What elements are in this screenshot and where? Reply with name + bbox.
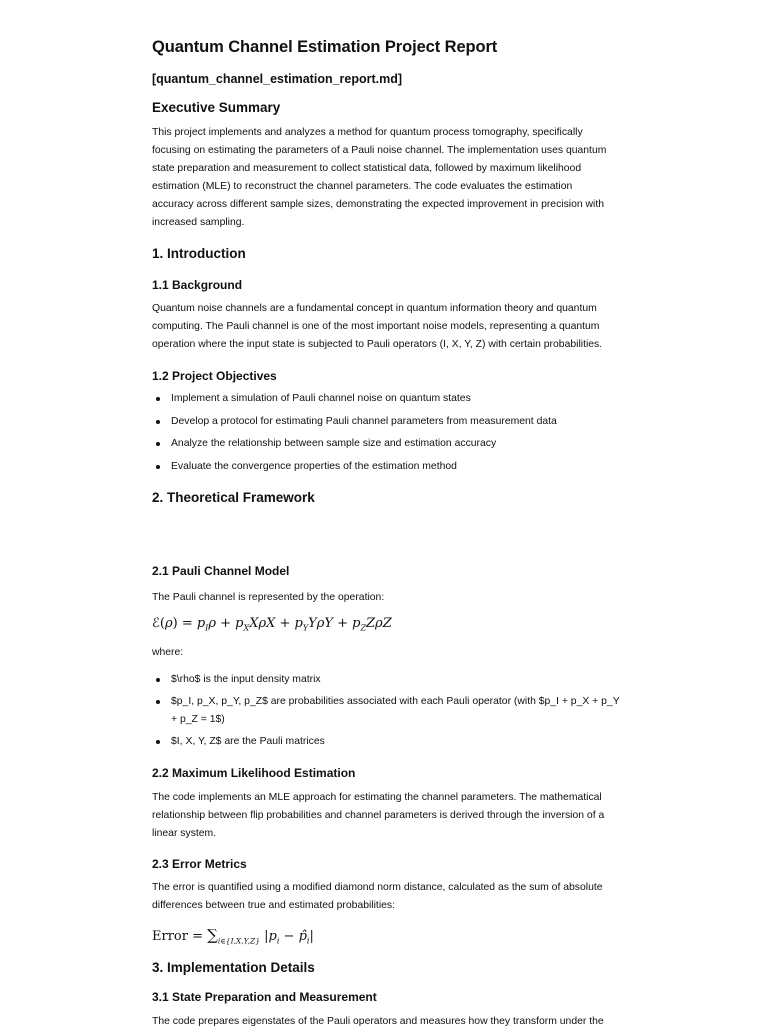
list-item <box>152 671 622 689</box>
error-paragraph <box>152 879 622 915</box>
text-line: $p_I, p_X, p_Y, p_Z$ are probabilities associated with each Pauli operator (with $p_I + p_X + p_Y <box>171 696 620 707</box>
list-item: Develop a protocol for estimating Pauli channel parameters from measurement data <box>152 413 622 431</box>
heading-theoretical-framework: 2. Theoretical Framework <box>152 490 315 505</box>
list-item: Implement a simulation of Pauli channel noise on quantum states <box>152 390 622 408</box>
heading-error-metrics: 2.3 Error Metrics <box>152 857 247 871</box>
list-item: Evaluate the convergence properties of the estimation method <box>152 458 622 476</box>
where-label: where: <box>152 647 184 658</box>
heading-pauli-channel-model: 2.1 Pauli Channel Model <box>152 564 290 578</box>
text-line: increased sampling. <box>152 217 245 228</box>
heading-background: 1.1 Background <box>152 278 243 292</box>
list-item <box>152 693 622 729</box>
text-line: relationship between flip probabilities and channel parameters is derived through the inversion of a <box>152 810 605 821</box>
heading-introduction: 1. Introduction <box>152 246 246 261</box>
error-formula: Error = $\sum_{i\in\{I,X,Y,Z\}}$ $|p_i$ − $p̂_i|$ <box>152 926 314 946</box>
heading-objectives: 1.2 Project Objectives <box>152 369 277 383</box>
text-line: Quantum noise channels are a fundamental concept in quantum information theory and quantum <box>152 303 597 314</box>
where-list <box>152 671 622 751</box>
text-line: $I, X, Y, Z$ are the Pauli matrices <box>171 736 325 747</box>
text-line: + p_Z = 1$) <box>171 714 225 725</box>
heading-executive-summary: Executive Summary <box>152 100 281 115</box>
heading-state-preparation: 3.1 State Preparation and Measurement <box>152 990 377 1004</box>
heading-mle: 2.2 Maximum Likelihood Estimation <box>152 766 356 780</box>
text-line: The error is quantified using a modified diamond norm distance, calculated as the sum of absolute <box>152 882 603 893</box>
text-line: estimation (MLE) to reconstruct the channel parameters. The code evaluates the estimation <box>152 181 573 192</box>
document-title: Quantum Channel Estimation Project Report <box>152 38 498 56</box>
list-item: Analyze the relationship between sample size and estimation accuracy <box>152 435 622 453</box>
text-line: This project implements and analyzes a method for quantum process tomography, specifically <box>152 127 583 138</box>
pauli-intro-text: The Pauli channel is represented by the operation: <box>152 592 385 603</box>
objectives-list <box>152 390 622 476</box>
list-item <box>152 733 622 751</box>
text-line: $\rho$ is the input density matrix <box>171 674 321 685</box>
text-line: operation where the input state is subjected to Pauli operators (I, X, Y, Z) with certain probabilities. <box>152 339 603 350</box>
background-paragraph <box>152 300 622 354</box>
heading-implementation: 3. Implementation Details <box>152 960 315 975</box>
text-line: accuracy across different sample sizes, demonstrating the expected improvement in precision with <box>152 199 605 210</box>
text-line: focusing on estimating the parameters of a Pauli noise channel. The implementation uses quantum <box>152 145 607 156</box>
text-line: linear system. <box>152 828 217 839</box>
mle-paragraph <box>152 789 622 843</box>
where-list-container <box>152 671 622 751</box>
text-line: The code implements an MLE approach for estimating the channel parameters. The mathematical <box>152 792 602 803</box>
document-filename: [quantum_channel_estimation_report.md] <box>152 72 403 86</box>
executive-summary-paragraph <box>152 124 622 232</box>
pauli-channel-formula: ℰ(ρ) = $p_I\rho + p_XX\rho X + p_YY\rho Y + p_ZZ\rho Z$ <box>152 616 392 633</box>
state-preparation-text: The code prepares eigenstates of the Pauli operators and measures how they transform under the <box>152 1016 604 1027</box>
text-line: computing. The Pauli channel is one of the most important noise models, representing a quantum <box>152 321 600 332</box>
objectives-list-container <box>152 390 622 476</box>
text-line: state preparation and measurement to collect statistical data, followed by maximum likelihood <box>152 163 582 174</box>
text-line: differences between true and estimated probabilities: <box>152 900 395 911</box>
error-formula-label: Error <box>152 929 188 944</box>
